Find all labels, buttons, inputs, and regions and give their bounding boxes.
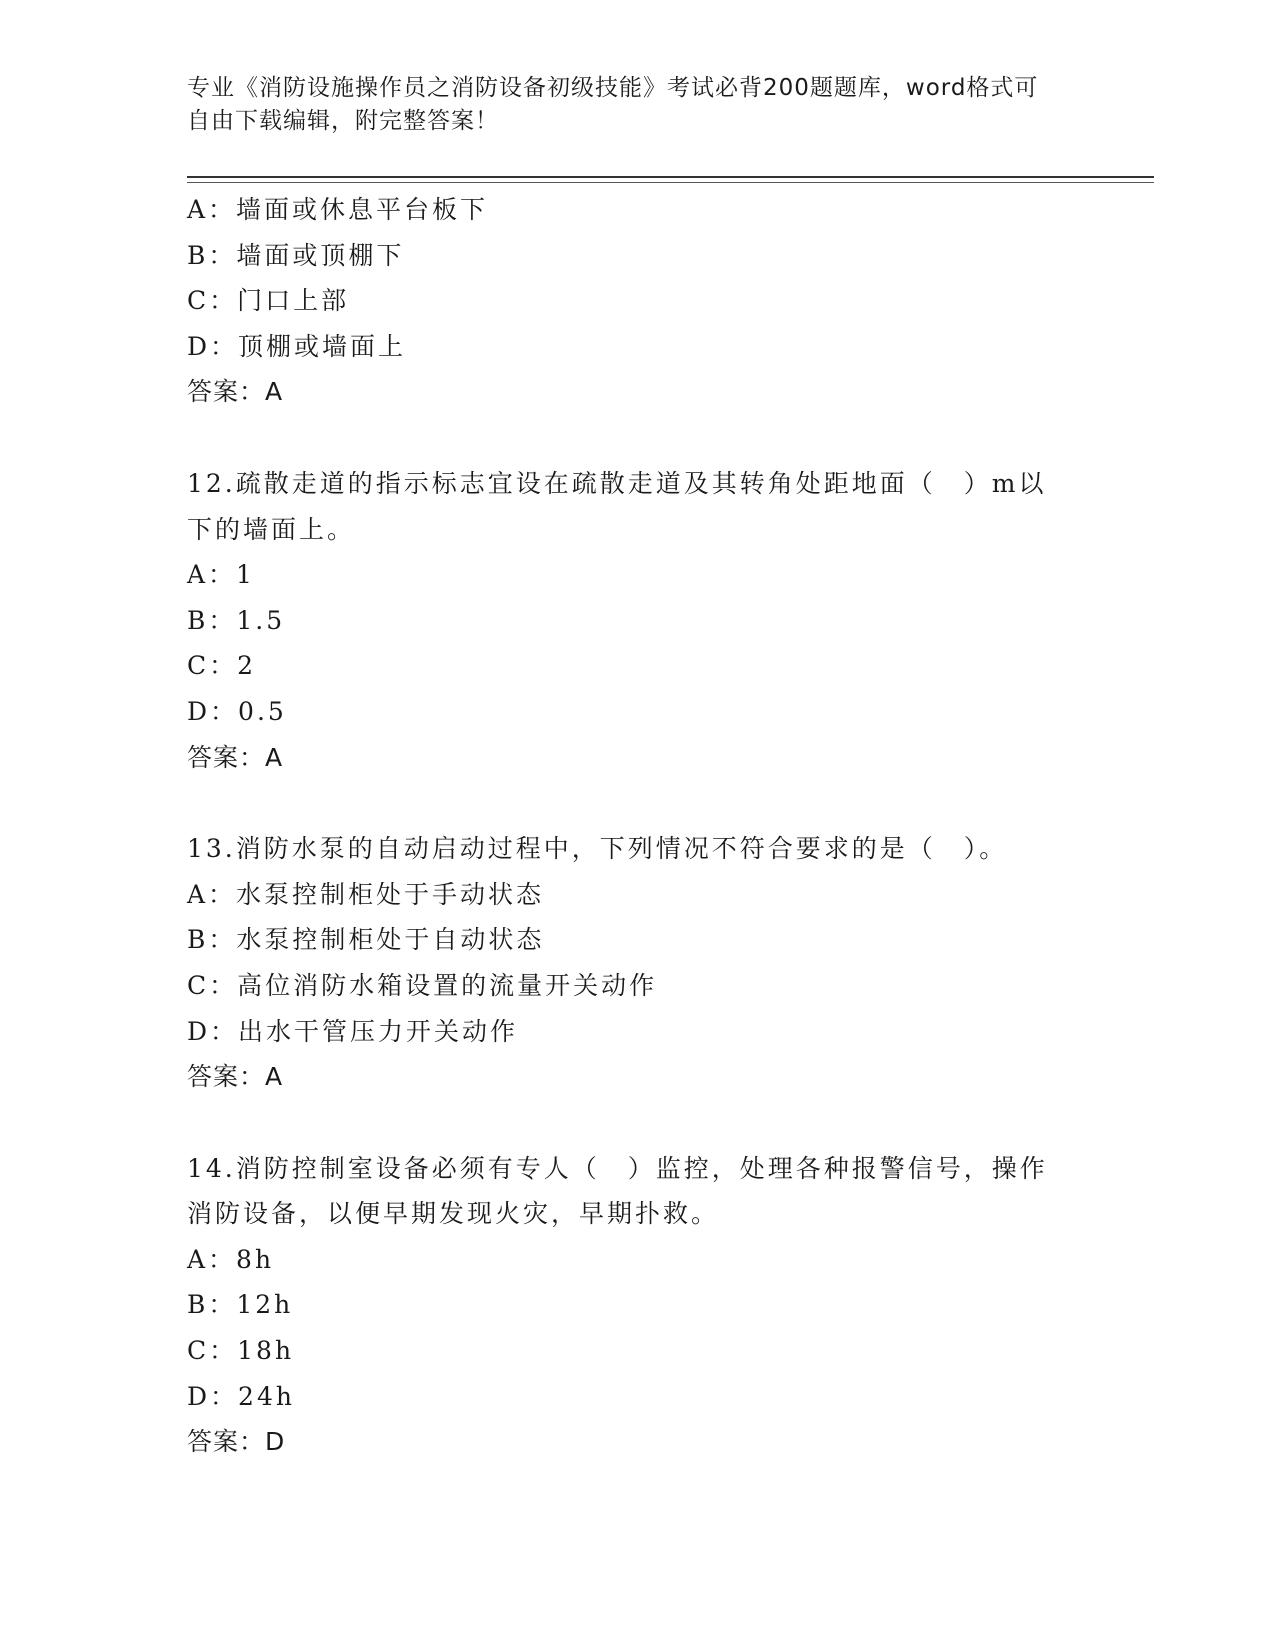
option-a: A：8h bbox=[187, 1244, 275, 1274]
option-a: A：墙面或休息平台板下 bbox=[187, 195, 489, 224]
question-11 bbox=[187, 187, 1087, 415]
option-c: C：门口上部 bbox=[187, 286, 350, 316]
header-divider-thick bbox=[187, 176, 1154, 178]
question-stem bbox=[187, 826, 1067, 872]
header-divider-thin bbox=[187, 182, 1154, 183]
question-stem bbox=[187, 461, 1067, 552]
option-d: D：24h bbox=[187, 1381, 295, 1411]
question-stem-line-1: 13.消防水泵的自动启动过程中，下列情况不符合要求的是（ ）。 bbox=[187, 834, 1008, 864]
option-b: B：12h bbox=[187, 1290, 294, 1320]
answer-line: 答案：D bbox=[187, 1427, 286, 1457]
question-stem-line-1: 12.疏散走道的指示标志宜设在疏散走道及其转角处距地面（ ）m以 bbox=[187, 468, 1047, 498]
spacer bbox=[187, 780, 1087, 826]
option-b: B：1.5 bbox=[187, 605, 286, 635]
question-stem-line-1: 14.消防控制室设备必须有专人（ ）监控，处理各种报警信号，操作 bbox=[187, 1153, 1048, 1183]
option-c: C：高位消防水箱设置的流量开关动作 bbox=[187, 970, 658, 1000]
option-d: D：顶棚或墙面上 bbox=[187, 331, 407, 361]
question-stem-line-2: 消防设备，以便早期发现火灾，早期扑救。 bbox=[187, 1199, 720, 1229]
answer-line: 答案：A bbox=[187, 1062, 284, 1092]
spacer bbox=[187, 415, 1087, 461]
option-a: A：水泵控制柜处于手动状态 bbox=[187, 879, 545, 909]
question-list bbox=[187, 187, 1087, 1465]
spacer bbox=[187, 1100, 1087, 1146]
question-12 bbox=[187, 461, 1087, 780]
option-b: B：水泵控制柜处于自动状态 bbox=[187, 925, 545, 955]
answer-line: 答案：A bbox=[187, 377, 284, 407]
document-header bbox=[187, 72, 1077, 138]
header-line-2: 自由下载编辑，附完整答案！ bbox=[187, 108, 499, 134]
option-d: D：出水干管压力开关动作 bbox=[187, 1016, 519, 1046]
option-b: B：墙面或顶棚下 bbox=[187, 240, 405, 270]
question-stem bbox=[187, 1146, 1067, 1237]
answer-line: 答案：A bbox=[187, 742, 284, 772]
question-13 bbox=[187, 826, 1087, 1100]
question-stem-line-2: 下的墙面上。 bbox=[187, 514, 356, 544]
option-c: C：2 bbox=[187, 651, 257, 681]
question-14 bbox=[187, 1146, 1087, 1465]
option-d: D：0.5 bbox=[187, 696, 287, 726]
option-c: C：18h bbox=[187, 1336, 295, 1366]
header-line-1: 专业《消防设施操作员之消防设备初级技能》考试必背200题题库，word格式可 bbox=[187, 75, 1039, 101]
option-a: A：1 bbox=[187, 560, 255, 590]
